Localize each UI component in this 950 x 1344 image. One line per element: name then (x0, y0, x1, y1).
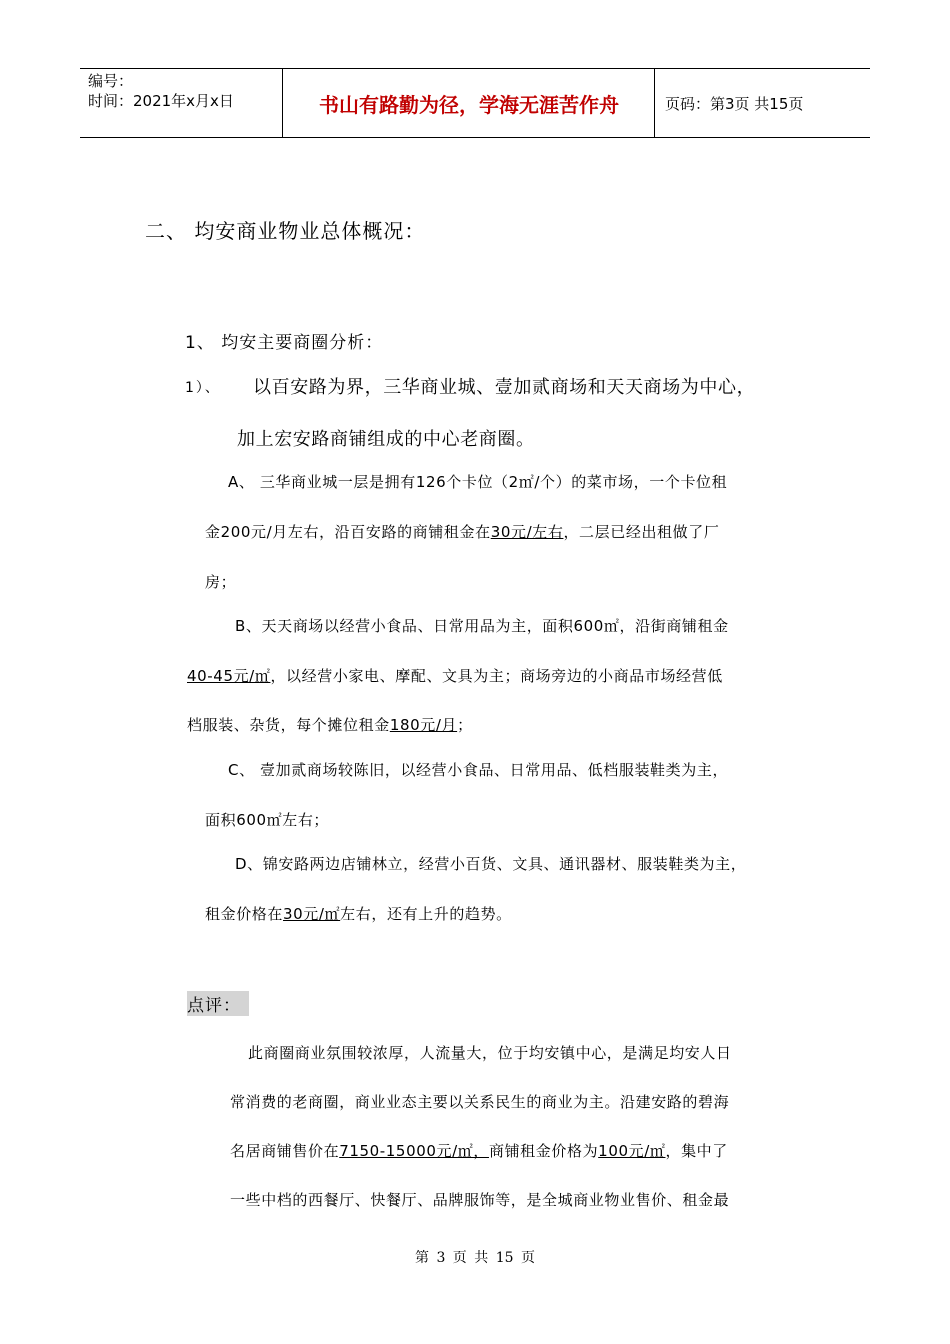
comment-label: 点评： (187, 991, 249, 1016)
rent-value: 100元/㎡ (598, 1142, 666, 1160)
para-d-line-2 (205, 903, 512, 924)
rent-value: 30元/左右 (490, 523, 564, 541)
para-a-text: ，二层已经出租做了厂 (563, 523, 720, 541)
para-b-text: ； (457, 716, 473, 734)
comment-text: 商铺租金价格为 (488, 1142, 599, 1160)
para-b-text: 档服装、杂货，每个摊位租金 (187, 716, 390, 734)
header-meta (88, 71, 234, 111)
header-motto: 书山有路勤为径，学海无涯苦作舟 (319, 92, 619, 117)
page-footer: 第 3 页 共 15 页 (415, 1250, 535, 1266)
item-line-2: 加上宏安路商铺组成的中心老商圈。 (237, 429, 535, 450)
rent-value: 40-45元/㎡ (187, 667, 271, 685)
para-a-line-3: 房； (205, 573, 237, 591)
price-value: 7150-15000元/㎡， (339, 1142, 489, 1160)
serial-label: 编号： (88, 72, 134, 90)
para-a-text: 金200元/月左右，沿百安路的商铺租金在 (205, 523, 491, 541)
para-d-text: 租金价格在 (205, 905, 284, 923)
rent-value: 180元/月 (389, 716, 458, 734)
para-b-line-3 (187, 714, 473, 735)
subsection-title: 1、 均安主要商圈分析： (185, 333, 384, 353)
date-label: 时间：2021年x月x日 (88, 92, 234, 110)
comment-text: 名居商铺售价在 (230, 1142, 340, 1160)
comment-text: ，集中了 (665, 1142, 728, 1160)
para-a-line-1: A、 三华商业城一层是拥有126个卡位（2㎡/个）的菜市场，一个卡位租 (228, 473, 728, 491)
comment-line-1: 此商圈商业氛围较浓厚，人流量大，位于均安镇中心，是满足均安人日 (248, 1044, 732, 1062)
item-number: 1）、 (185, 380, 221, 396)
section-title: 二、 均安商业物业总体概况： (145, 219, 426, 243)
header-page-info: 页码：第3页 共15页 (665, 94, 804, 113)
para-b-line-2 (187, 665, 723, 686)
page-header (80, 68, 870, 138)
rent-value: 30元/㎡ (283, 905, 341, 923)
para-b-line-1: B、天天商场以经营小食品、日常用品为主，面积600㎡，沿街商铺租金 (235, 617, 729, 635)
comment-line-2: 常消费的老商圈，商业业态主要以关系民生的商业为主。沿建安路的碧海 (230, 1093, 730, 1111)
para-c-line-1: C、 壹加贰商场较陈旧，以经营小食品、日常用品、低档服装鞋类为主， (228, 761, 729, 779)
para-a-line-2 (205, 521, 719, 542)
para-d-line-1: D、锦安路两边店铺林立，经营小百货、文具、通讯器材、服装鞋类为主， (235, 855, 747, 873)
para-d-text: 左右，还有上升的趋势。 (340, 905, 512, 923)
comment-line-4: 一些中档的西餐厅、快餐厅、品牌服饰等，是全城商业物业售价、租金最 (230, 1191, 730, 1209)
item-line-1: 以百安路为界，三华商业城、壹加贰商场和天天商场为中心， (253, 377, 756, 398)
comment-line-3 (230, 1140, 728, 1161)
para-c-line-2: 面积600㎡左右； (205, 811, 330, 829)
para-b-text: ，以经营小家电、摩配、文具为主；商场旁边的小商品市场经营低 (270, 667, 723, 685)
